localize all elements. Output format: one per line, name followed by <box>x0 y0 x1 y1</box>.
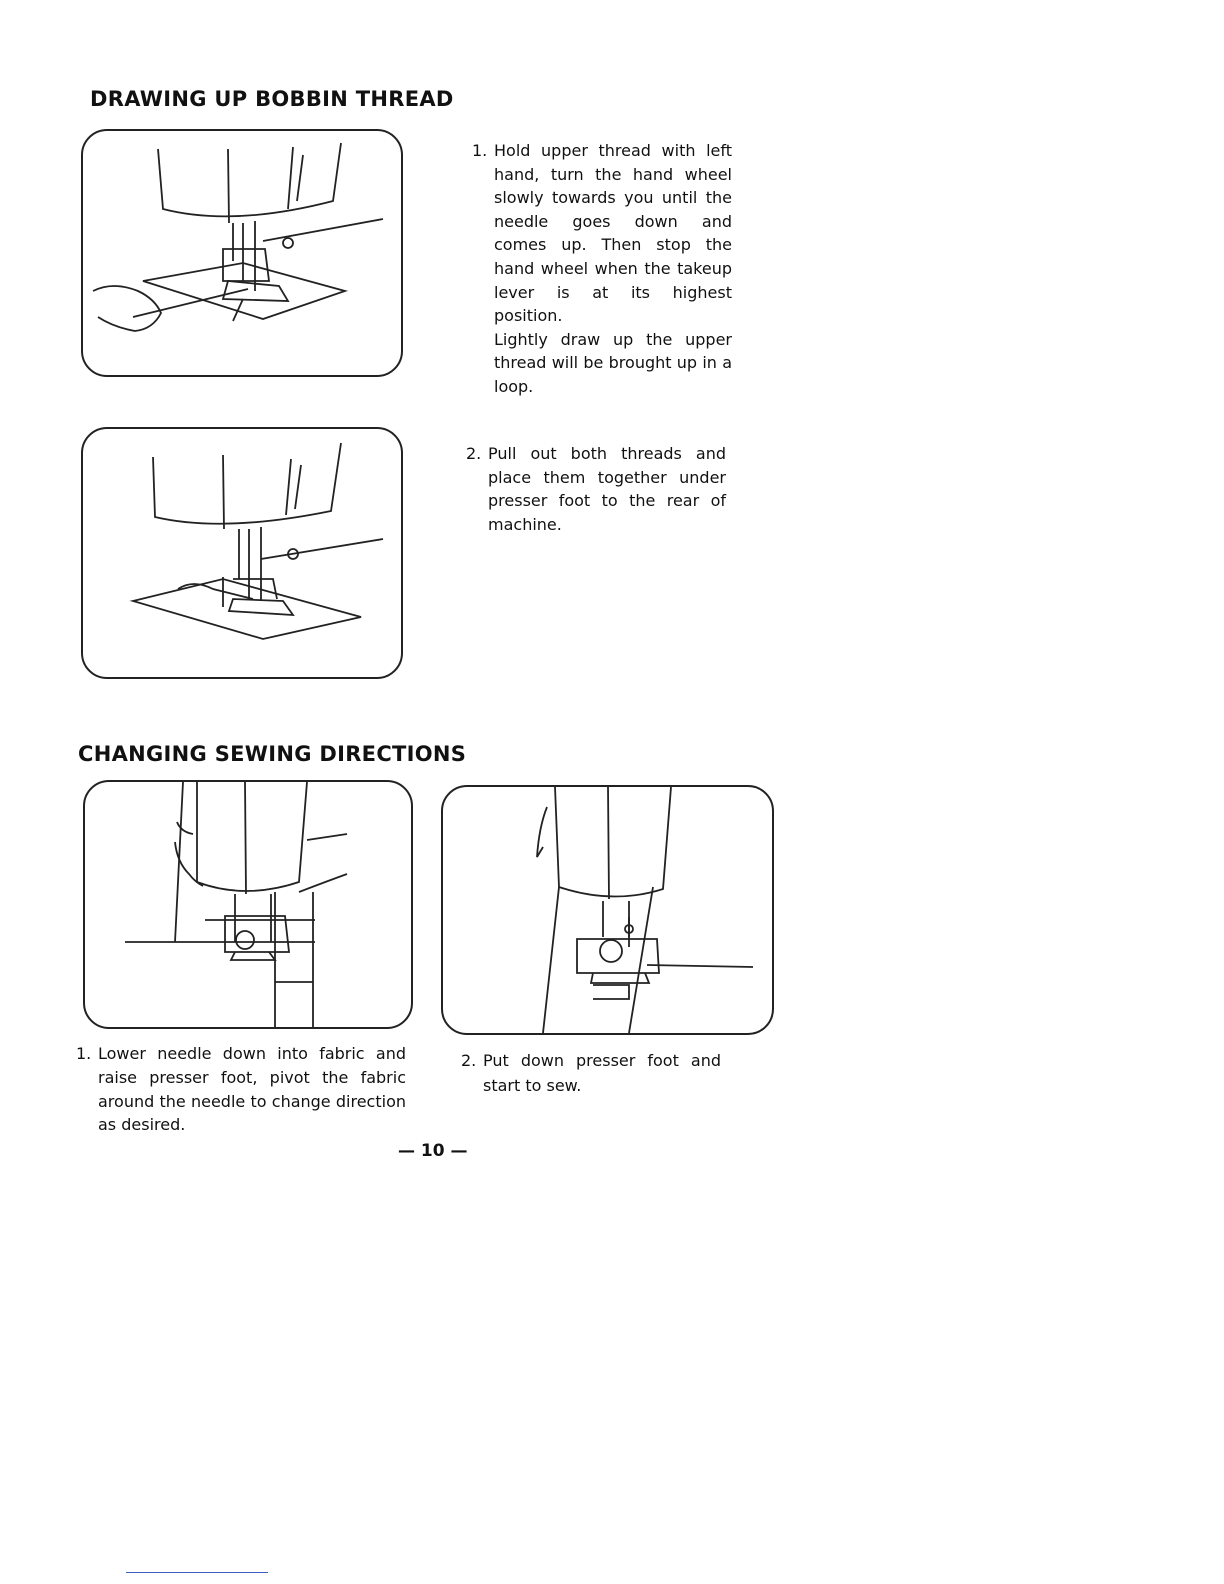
page-number: — 10 — <box>398 1141 468 1161</box>
bobbin-step-1-text-continued: Lightly draw up the upper thread will be brought up in a loop. <box>494 329 732 396</box>
start-sewing-illustration <box>443 787 772 1033</box>
bobbin-step-1-number: 1. <box>472 141 488 160</box>
illustration-hold-thread <box>81 129 403 377</box>
presser-foot-threads-illustration <box>83 429 401 677</box>
bobbin-step-2 <box>466 442 726 536</box>
bobbin-step-2-number: 2. <box>466 444 482 463</box>
section-title-directions: CHANGING SEWING DIRECTIONS <box>78 742 467 766</box>
directions-step-2-number: 2. <box>461 1051 477 1070</box>
bobbin-step-2-text: Pull out both threads and place them together under presser foot to the rear of machine. <box>488 444 726 534</box>
bobbin-step-1 <box>472 139 732 399</box>
illustration-pivot-fabric <box>83 780 413 1029</box>
illustration-pull-threads <box>81 427 403 679</box>
illustration-start-sewing <box>441 785 774 1035</box>
sewing-machine-needle-illustration <box>83 131 401 375</box>
bobbin-step-1-text: Hold upper thread with left hand, turn the hand wheel slowly towards you until the needle goes down and comes up. Then stop the hand wheel when the takeup lever is at its highest position. <box>494 141 732 326</box>
section-title-bobbin: DRAWING UP BOBBIN THREAD <box>90 87 454 111</box>
directions-step-2 <box>461 1048 721 1098</box>
pivot-fabric-illustration <box>85 782 411 1027</box>
directions-step-1-text: Lower needle down into fabric and raise presser foot, pivot the fabric around the needle to change direction as desired. <box>98 1044 406 1135</box>
footer-divider <box>126 1572 268 1573</box>
directions-step-1 <box>76 1042 406 1137</box>
directions-step-2-text: Put down presser foot and start to sew. <box>483 1051 721 1095</box>
directions-step-1-number: 1. <box>76 1044 92 1063</box>
